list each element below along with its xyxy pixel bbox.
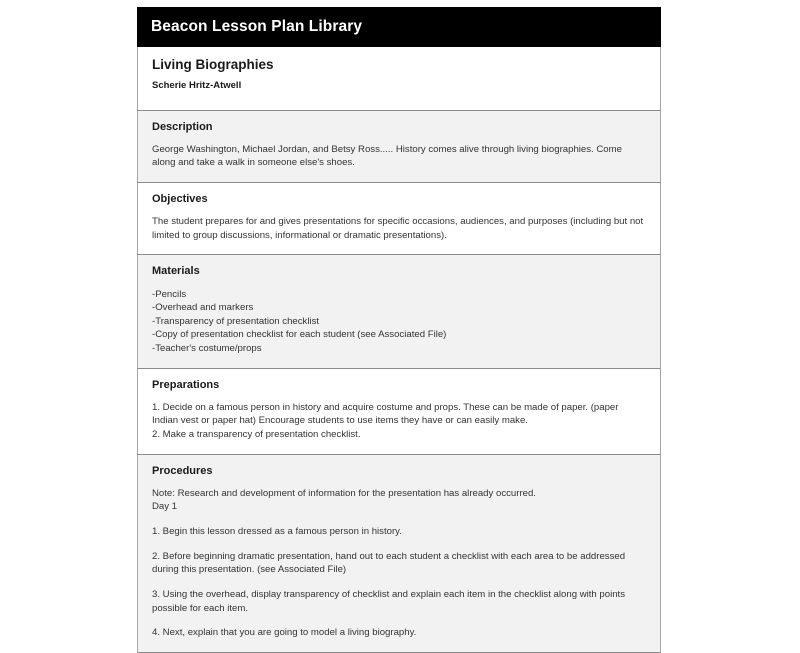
section-description	[137, 111, 661, 183]
section-body-materials	[152, 288, 646, 356]
site-title: Beacon Lesson Plan Library	[151, 18, 363, 35]
list-item: -Copy of presentation checklist for each student (see Associated File)	[152, 329, 447, 341]
section-heading-description: Description	[152, 120, 213, 133]
list-item: -Pencils	[152, 288, 187, 300]
description-text: George Washington, Michael Jordan, and Betsy Ross..... History comes alive through living biographies. Come along and take a walk in someone else's shoes.	[152, 143, 622, 169]
list-item: 2. Before beginning dramatic presentation, hand out to each student a checklist with each area to be addressed during this presentation. (see Associated File)	[152, 550, 626, 576]
section-preparations	[137, 369, 661, 455]
section-body-description	[152, 143, 646, 170]
list-item: 2. Make a transparency of presentation checklist.	[152, 429, 361, 441]
list-item: 1. Decide on a famous person in history and acquire costume and props. These can be made of paper. (paper Indian vest or paper hat) Encourage students to use items they have or can easily make.	[152, 401, 619, 427]
section-materials	[137, 255, 661, 368]
lesson-header-block	[137, 47, 661, 111]
section-heading-preparations: Preparations	[152, 378, 220, 391]
section-procedures	[137, 455, 661, 653]
list-item: -Overhead and markers	[152, 302, 254, 314]
section-objectives	[137, 183, 661, 255]
procedures-note: Note: Research and development of information for the presentation has already occurred.	[152, 487, 536, 499]
section-body-objectives	[152, 215, 646, 242]
section-body-preparations	[152, 401, 646, 442]
lesson-author: Scherie Hritz-Atwell	[152, 80, 242, 92]
section-body-procedures	[152, 487, 646, 640]
list-item: -Teacher's costume/props	[152, 343, 262, 355]
procedures-day-label: Day 1	[152, 501, 178, 513]
section-heading-objectives: Objectives	[152, 193, 208, 206]
list-item: -Transparency of presentation checklist	[152, 315, 320, 327]
site-masthead	[137, 7, 661, 47]
objectives-text: The student prepares for and gives presentations for specific occasions, audiences, and purposes (including but not limited to group discussions, informational or dramatic presentations).	[152, 216, 644, 241]
list-item: 3. Using the overhead, display transparency of checklist and explain each item in the checklist along with points possible for each item.	[152, 588, 626, 614]
lesson-plan-page	[137, 7, 661, 653]
list-item: 4. Next, explain that you are going to model a living biography.	[152, 627, 417, 639]
section-heading-materials: Materials	[152, 265, 200, 278]
lesson-title: Living Biographies	[152, 57, 274, 73]
list-item: 1. Begin this lesson dressed as a famous person in history.	[152, 526, 402, 538]
section-heading-procedures: Procedures	[152, 464, 213, 477]
